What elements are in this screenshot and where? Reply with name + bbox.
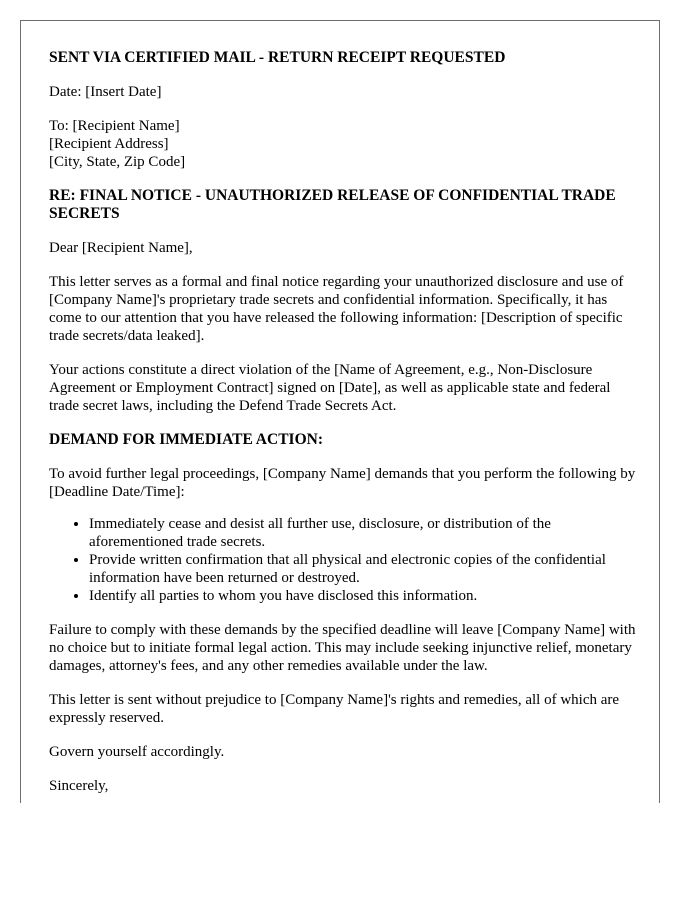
closing: Sincerely, <box>49 778 109 794</box>
paragraph-consequences: Failure to comply with these demands by the specified deadline will leave [Company Name] with no choice but to initiate formal legal action. This may include seeking injunctive relief, monetary damages, attorney's fees, and any other remedies available under the law. <box>49 622 636 674</box>
paragraph-govern: Govern yourself accordingly. <box>49 744 225 760</box>
demand-list <box>49 515 641 605</box>
recipient-address-line: [Recipient Address] <box>49 136 169 152</box>
paragraph-reservation: This letter is sent without prejudice to [Company Name]'s rights and remedies, all of which are expressly reserved. <box>49 692 620 726</box>
paragraph-notice: This letter serves as a formal and final notice regarding your unauthorized disclosure and use of [Company Name]'s proprietary trade secrets and confidential information. Specifically, it has come to our attention that you have released the following information: [Description of specific trade secrets/data leaked]. <box>49 274 624 344</box>
demand-item: • Identify all parties to whom you have disclosed this information. <box>89 587 641 605</box>
demand-intro: To avoid further legal proceedings, [Company Name] demands that you perform the following by [Deadline Date/Time]: <box>49 466 636 500</box>
letter-body <box>49 49 641 803</box>
demand-item: • Immediately cease and desist all further use, disclosure, or distribution of the aforementioned trade secrets. <box>89 515 641 551</box>
recipient-city-line: [City, State, Zip Code] <box>49 154 186 170</box>
date-line: Date: [Insert Date] <box>49 84 162 100</box>
mailing-notice: SENT VIA CERTIFIED MAIL - RETURN RECEIPT REQUESTED <box>49 49 506 66</box>
recipient-block <box>49 117 641 171</box>
demand-item: • Provide written confirmation that all physical and electronic copies of the confidential information have been returned or destroyed. <box>89 551 641 587</box>
demand-heading: DEMAND FOR IMMEDIATE ACTION: <box>49 431 323 448</box>
subject-line: RE: FINAL NOTICE - UNAUTHORIZED RELEASE OF CONFIDENTIAL TRADE SECRETS <box>49 187 616 222</box>
paragraph-violation: Your actions constitute a direct violation of the [Name of Agreement, e.g., Non-Disclosure Agreement or Employment Contract] signed on [Date], as well as applicable state and federal trade secret laws, including the Defend Trade Secrets Act. <box>49 362 611 414</box>
salutation: Dear [Recipient Name], <box>49 240 193 256</box>
letter-page <box>20 20 660 803</box>
recipient-to-line: To: [Recipient Name] <box>49 118 180 134</box>
